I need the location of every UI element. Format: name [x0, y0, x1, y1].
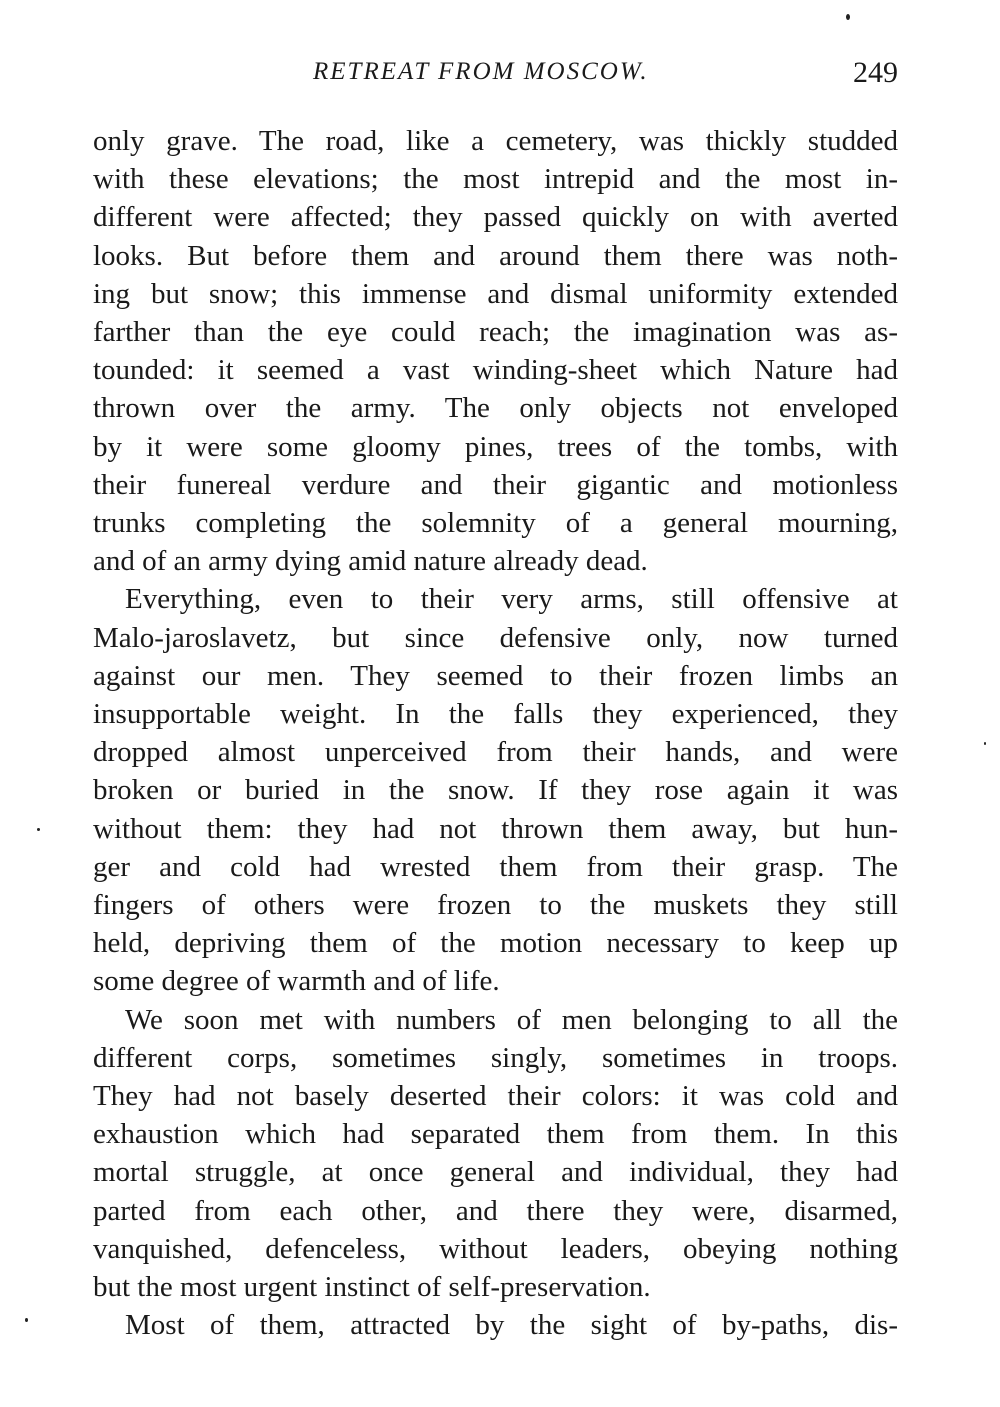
scan-speck: [846, 14, 850, 20]
text-line: Malo-jaroslavetz, but since defensive only, now turned: [93, 621, 898, 654]
text-line: fingers of others were frozen to the muskets they still: [93, 889, 898, 922]
page-header: [93, 58, 898, 98]
paragraph: [93, 1306, 898, 1344]
text-line: insupportable weight. In the falls they experienced, they: [93, 698, 898, 731]
text-line: Everything, even to their very arms, still offensive at: [125, 583, 898, 616]
scan-speck: [984, 742, 986, 745]
text-line: held, depriving them of the motion necessary to keep up: [93, 927, 898, 960]
text-line: by it were some gloomy pines, trees of the tombs, with: [93, 430, 898, 463]
scan-speck: [37, 828, 40, 831]
running-title: RETREAT FROM MOSCOW.: [313, 58, 649, 85]
text-line: their funereal verdure and their gigantic and motionless: [93, 468, 898, 501]
body-text: [93, 122, 898, 1345]
text-line: looks. But before them and around them there was noth-: [93, 239, 898, 272]
text-line: and of an army dying amid nature already dead.: [93, 545, 648, 578]
text-line: farther than the eye could reach; the imagination was as-: [93, 316, 898, 349]
text-line: thrown over the army. The only objects not enveloped: [93, 392, 898, 425]
text-line: They had not basely deserted their colors: it was cold and: [93, 1080, 898, 1113]
text-line: mortal struggle, at once general and individual, they had: [93, 1156, 898, 1189]
paragraph: [93, 122, 898, 580]
text-line: different were affected; they passed quickly on with averted: [93, 201, 898, 234]
text-line: trunks completing the solemnity of a general mourning,: [93, 507, 898, 540]
text-line: some degree of warmth and of life.: [93, 965, 500, 998]
paragraph: [93, 1001, 898, 1307]
text-line: with these elevations; the most intrepid and the most in-: [93, 163, 898, 196]
text-line: without them: they had not thrown them away, but hun-: [93, 812, 898, 845]
text-line: dropped almost unperceived from their hands, and were: [93, 736, 898, 769]
paragraph: [93, 580, 898, 1000]
text-line: We soon met with numbers of men belonging to all the: [125, 1003, 898, 1036]
text-line: tounded: it seemed a vast winding-sheet which Nature had: [93, 354, 898, 387]
scan-speck: [25, 1318, 28, 1322]
text-line: parted from each other, and there they were, disarmed,: [93, 1194, 898, 1227]
text-line: vanquished, defenceless, without leaders, obeying nothing: [93, 1232, 898, 1265]
text-line: but the most urgent instinct of self-preservation.: [93, 1271, 651, 1304]
text-line: exhaustion which had separated them from them. In this: [93, 1118, 898, 1151]
text-line: only grave. The road, like a cemetery, was thickly studded: [93, 125, 898, 157]
text-line: against our men. They seemed to their frozen limbs an: [93, 659, 898, 692]
page-number: 249: [853, 56, 898, 89]
text-line: ing but snow; this immense and dismal uniformity extended: [93, 277, 898, 310]
text-line: broken or buried in the snow. If they rose again it was: [93, 774, 898, 807]
text-line: ger and cold had wrested them from their grasp. The: [93, 850, 898, 883]
text-line: different corps, sometimes singly, sometimes in troops.: [93, 1041, 898, 1074]
text-line: Most of them, attracted by the sight of by-paths, dis-: [125, 1309, 898, 1342]
